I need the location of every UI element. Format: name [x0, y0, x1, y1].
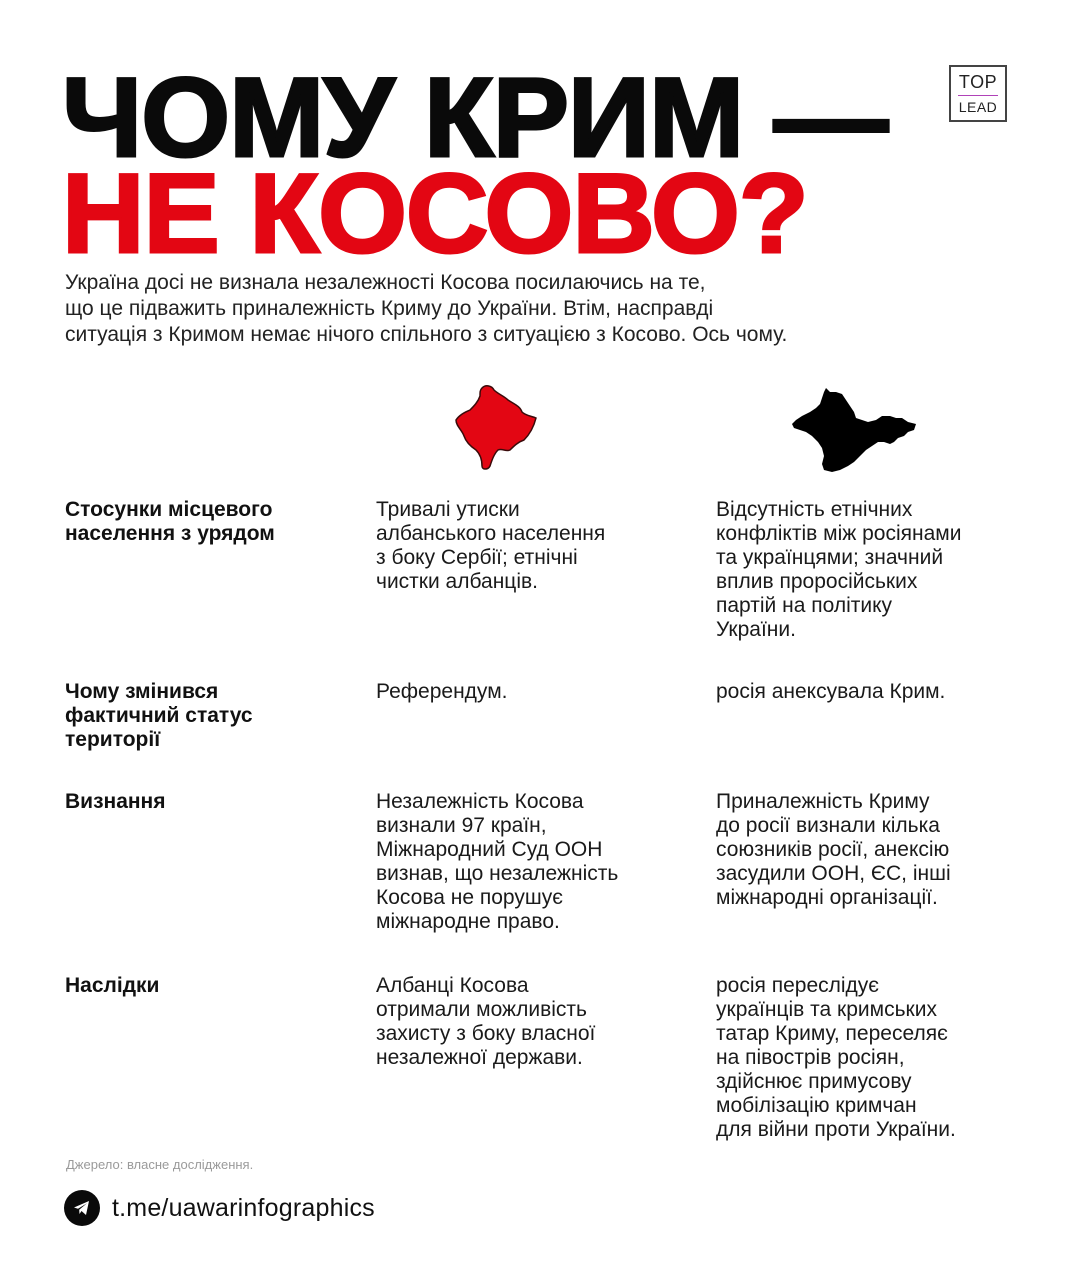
cell-line: з боку Сербії; етнічні [376, 546, 578, 569]
row-label-line: Стосунки місцевого [65, 498, 273, 521]
row-label-line: території [65, 728, 161, 751]
crimea-cell [716, 790, 1036, 910]
cell-line: засудили ООН, ЄС, інші [716, 862, 951, 885]
intro-line: ситуація з Кримом немає нічого спільного з ситуацією з Косово. Ось чому. [65, 323, 788, 346]
kosovo-map-icon [452, 382, 542, 474]
crimea-cell [716, 680, 1036, 704]
title-line-1: ЧОМУ КРИМ — [62, 55, 888, 180]
cell-line: незалежної держави. [376, 1046, 583, 1069]
cell-line: Албанці Косова [376, 974, 529, 997]
cell-line: росія анексувала Крим. [716, 680, 946, 703]
intro-line: Україна досі не визнала незалежності Косова посилаючись на те, [65, 271, 706, 294]
kosovo-cell [376, 680, 696, 704]
row-label [65, 974, 355, 998]
cell-line: захисту з боку власної [376, 1022, 596, 1045]
kosovo-cell [376, 790, 696, 934]
cell-line: міжнародні організації. [716, 886, 938, 909]
row-label-line: Чому змінився [65, 680, 219, 703]
row-label-line: Наслідки [65, 974, 160, 997]
row-label-line: Визнання [65, 790, 166, 813]
cell-line: Міжнародний Суд ООН [376, 838, 603, 861]
intro-paragraph [65, 270, 1005, 348]
cell-line: отримали можливість [376, 998, 587, 1021]
intro-line: що це підважить приналежність Криму до України. Втім, насправді [65, 297, 714, 320]
telegram-channel-link[interactable]: t.me/uawarinfographics [112, 1193, 375, 1222]
kosovo-cell [376, 974, 696, 1070]
cell-line: чистки албанців. [376, 570, 538, 593]
source-note: Джерело: власне дослідження. [66, 1157, 254, 1172]
title-line-2: НЕ КОСОВО? [62, 151, 808, 276]
cell-line: українців та кримських [716, 998, 937, 1021]
logo-top-text: TOP [958, 72, 998, 92]
row-label-line: населення з урядом [65, 522, 275, 545]
crimea-cell [716, 974, 1036, 1142]
cell-line: міжнародне право. [376, 910, 560, 933]
footer [64, 1190, 375, 1226]
cell-line: та українцями; значний [716, 546, 944, 569]
cell-line: татар Криму, переселяє [716, 1022, 948, 1045]
top-lead-logo [949, 65, 1007, 122]
cell-line: мобілізацію кримчан [716, 1094, 917, 1117]
cell-line: визнав, що незалежність [376, 862, 619, 885]
cell-line: Косова не порушує [376, 886, 563, 909]
cell-line: партій на політику [716, 594, 893, 617]
row-label-line: фактичний статус [65, 704, 253, 727]
cell-line: Приналежність Криму [716, 790, 930, 813]
cell-line: визнали 97 країн, [376, 814, 547, 837]
cell-line: України. [716, 618, 796, 641]
cell-line: Відсутність етнічних [716, 498, 913, 521]
row-label [65, 498, 355, 546]
kosovo-cell [376, 498, 696, 594]
logo-bottom-text: LEAD [958, 99, 998, 115]
cell-line: конфліктів між росіянами [716, 522, 962, 545]
cell-line: Незалежність Косова [376, 790, 584, 813]
cell-line: на півострів росіян, [716, 1046, 905, 1069]
cell-line: для війни проти України. [716, 1118, 956, 1141]
cell-line: вплив проросійських [716, 570, 918, 593]
telegram-icon[interactable] [64, 1190, 100, 1226]
crimea-map-icon [790, 386, 920, 472]
crimea-cell [716, 498, 1036, 642]
cell-line: Референдум. [376, 680, 508, 703]
row-label [65, 680, 355, 752]
row-label [65, 790, 355, 814]
logo-divider [958, 95, 998, 96]
cell-line: Тривалі утиски [376, 498, 520, 521]
cell-line: росія переслідує [716, 974, 880, 997]
cell-line: здійснює примусову [716, 1070, 912, 1093]
cell-line: до росії визнали кілька [716, 814, 940, 837]
cell-line: албанського населення [376, 522, 606, 545]
cell-line: союзників росії, анексію [716, 838, 950, 861]
